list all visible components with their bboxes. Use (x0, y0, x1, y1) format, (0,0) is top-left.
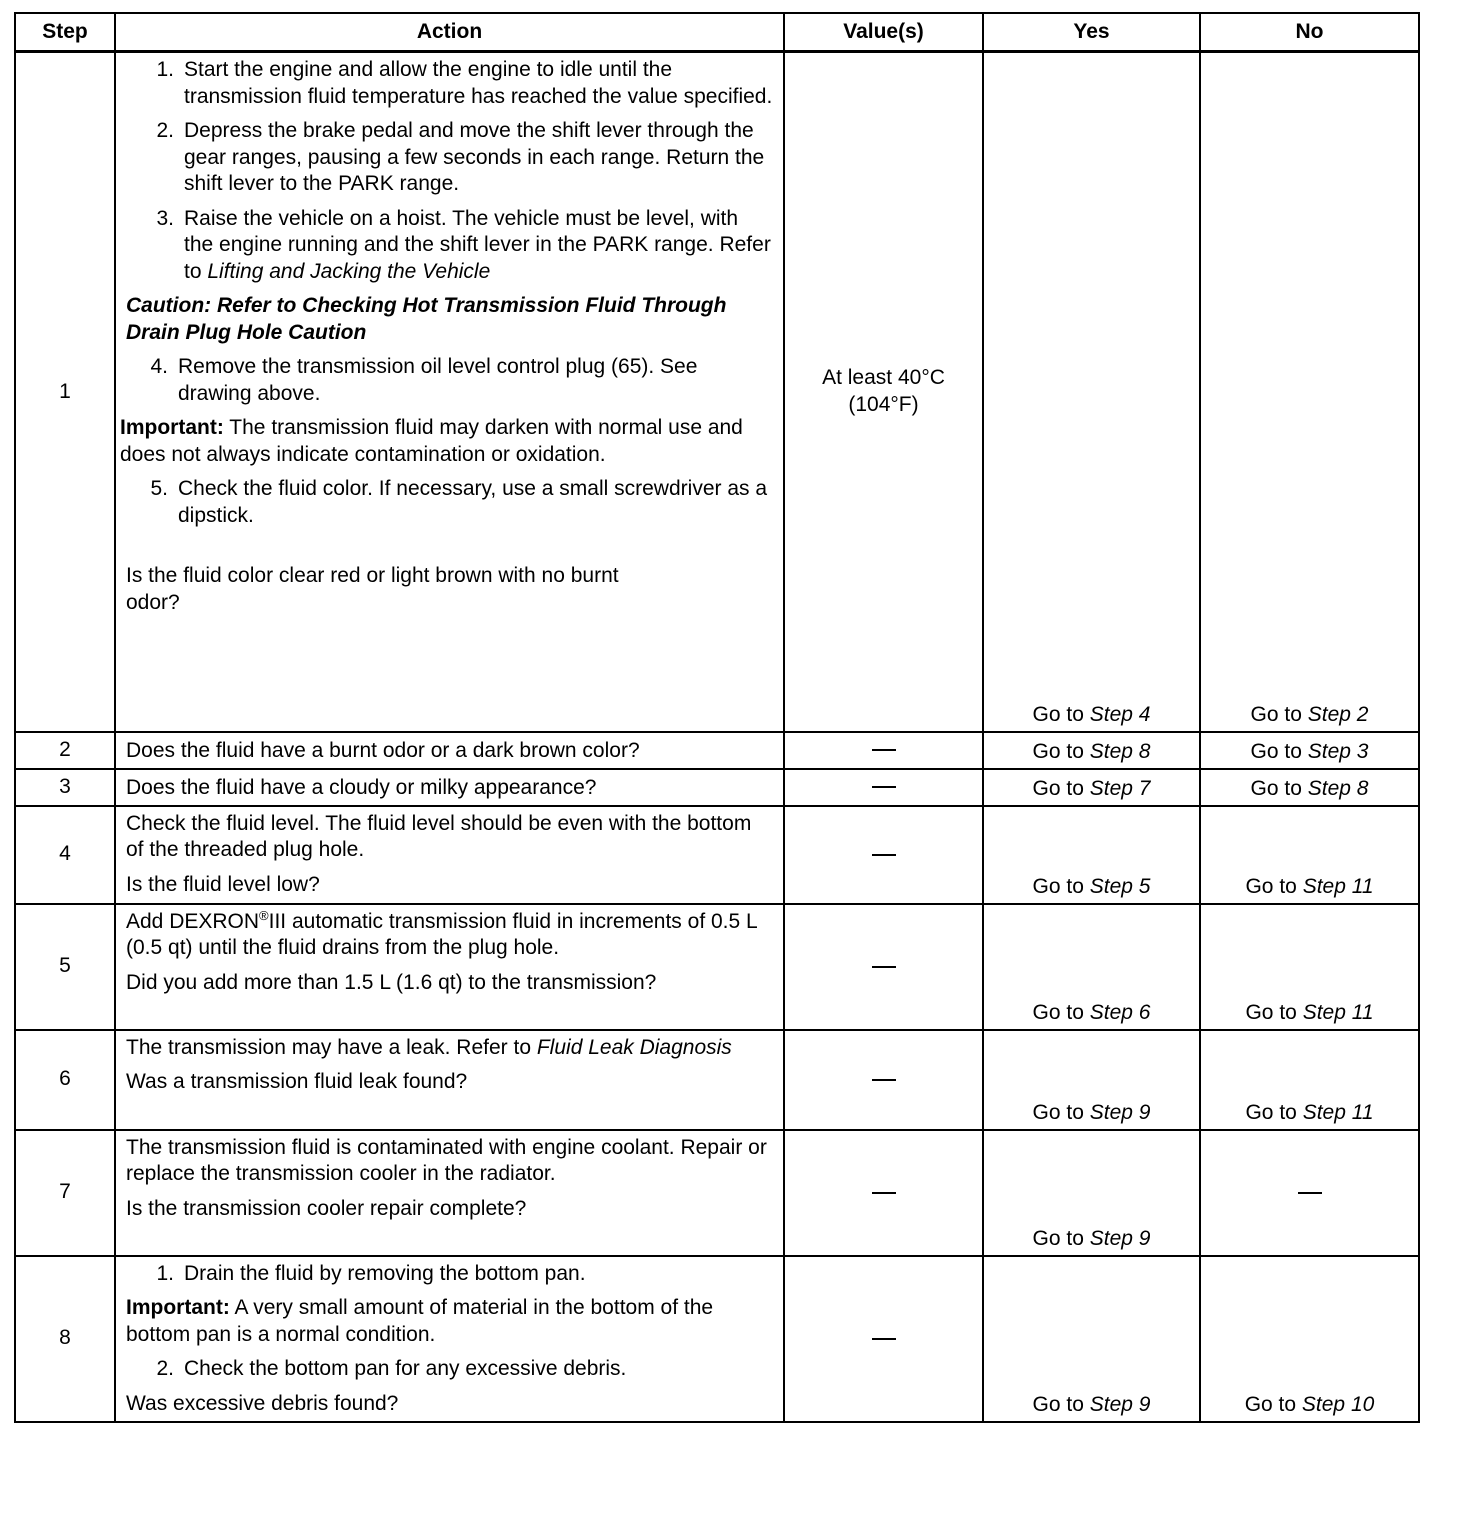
step-number: 6 (15, 1030, 115, 1130)
action-cell (115, 904, 784, 1030)
value-cell (784, 1256, 983, 1422)
no-cell (1200, 1130, 1419, 1256)
value-cell (784, 904, 983, 1030)
important-note: Important: A very small amount of material in the bottom of the bottom pan is a normal condition. (126, 1296, 714, 1346)
caution-note: Caution: Refer to Checking Hot Transmission Fluid Through Drain Plug Hole Caution (126, 294, 727, 344)
dash-mark (872, 966, 896, 968)
no-step-link[interactable]: Step 11 (1302, 1001, 1374, 1024)
important-note: Important: The transmission fluid may darken with normal use and does not always indicate contamination or oxidation. (120, 416, 743, 466)
question: Did you add more than 1.5 L (1.6 qt) to the transmission? (126, 970, 657, 994)
dash-mark (872, 854, 896, 856)
header-step: Step (15, 13, 115, 52)
table-row (15, 732, 1419, 769)
dash-mark (872, 1079, 896, 1081)
no-cell: Go to Step 8 (1200, 769, 1419, 806)
table-row (15, 769, 1419, 806)
table-row (15, 904, 1419, 1030)
question: Does the fluid have a cloudy or milky appearance? (126, 775, 597, 799)
no-step-link[interactable]: Step 11 (1302, 875, 1374, 898)
list-item: 1. Drain the fluid by removing the bottom pan. (156, 1261, 586, 1285)
question: Was excessive debris found? (126, 1391, 399, 1415)
value-cell (784, 806, 983, 904)
diagnostic-table (14, 12, 1420, 1423)
header-values: Value(s) (784, 13, 983, 52)
table-row (15, 1256, 1419, 1422)
list-item: 3. Raise the vehicle on a hoist. The vehicle must be level, with the engine running and the shift lever in the PARK range. Refer to Lifting and Jacking the Vehicle (156, 206, 771, 283)
value-cell (784, 1130, 983, 1256)
step-number: 5 (15, 904, 115, 1030)
header-yes: Yes (983, 13, 1200, 52)
action-cell (115, 52, 784, 732)
instruction: The transmission may have a leak. Refer to Fluid Leak Diagnosis (126, 1035, 732, 1059)
yes-cell: Go to Step 5 (983, 806, 1200, 904)
no-step-link[interactable]: Step 8 (1307, 777, 1369, 800)
action-cell (115, 806, 784, 904)
dash-mark (1298, 1192, 1322, 1194)
value-cell (784, 769, 983, 806)
instruction: The transmission fluid is contaminated with engine coolant. Repair or replace the transmission cooler in the radiator. (126, 1135, 767, 1185)
no-step-link[interactable]: Step 2 (1307, 703, 1369, 726)
question: Does the fluid have a burnt odor or a dark brown color? (126, 738, 640, 762)
value-cell (784, 1030, 983, 1130)
yes-cell: Go to Step 9 (983, 1130, 1200, 1256)
yes-step-link[interactable]: Step 5 (1089, 875, 1151, 898)
table-row (15, 1030, 1419, 1130)
yes-cell: Go to Step 9 (983, 1256, 1200, 1422)
dash-mark (872, 786, 896, 788)
question: Is the fluid color clear red or light brown with no burnt odor? (126, 564, 619, 614)
question: Is the transmission cooler repair complete? (126, 1196, 527, 1220)
yes-step-link[interactable]: Step 8 (1089, 740, 1151, 763)
no-cell: Go to Step 10 (1200, 1256, 1419, 1422)
yes-cell: Go to Step 8 (983, 732, 1200, 769)
no-step-link[interactable]: Step 10 (1301, 1393, 1375, 1416)
action-cell (115, 732, 784, 769)
yes-step-link[interactable]: Step 6 (1089, 1001, 1151, 1024)
step-number: 2 (15, 732, 115, 769)
yes-step-link[interactable]: Step 9 (1089, 1393, 1151, 1416)
list-item: 2. Check the bottom pan for any excessive debris. (156, 1357, 627, 1380)
step-number: 4 (15, 806, 115, 904)
no-cell: Go to Step 11 (1200, 904, 1419, 1030)
yes-step-link[interactable]: Step 4 (1089, 703, 1151, 726)
link-lifting-jacking[interactable]: Lifting and Jacking the Vehicle (207, 259, 491, 283)
value-cell: At least 40°C (104°F) (784, 52, 983, 732)
dash-mark (872, 1192, 896, 1194)
question: Was a transmission fluid leak found? (126, 1070, 468, 1093)
action-cell (115, 769, 784, 806)
value-cell (784, 732, 983, 769)
link-fluid-leak-diagnosis[interactable]: Fluid Leak Diagnosis (536, 1035, 732, 1059)
no-cell: Go to Step 11 (1200, 1030, 1419, 1130)
list-item: 4. Remove the transmission oil level control plug (65). See drawing above. (150, 355, 698, 405)
yes-cell: Go to Step 7 (983, 769, 1200, 806)
yes-step-link[interactable]: Step 9 (1089, 1101, 1151, 1124)
action-cell (115, 1256, 784, 1422)
step-number: 8 (15, 1256, 115, 1422)
header-action: Action (115, 13, 784, 52)
no-step-link[interactable]: Step 11 (1302, 1101, 1374, 1124)
table-row (15, 806, 1419, 904)
dash-mark (872, 749, 896, 751)
table-row (15, 1130, 1419, 1256)
step-number: 7 (15, 1130, 115, 1256)
yes-cell: Go to Step 9 (983, 1030, 1200, 1130)
instruction: Check the fluid level. The fluid level should be even with the bottom of the threaded plug hole. (126, 811, 752, 861)
question: Is the fluid level low? (126, 872, 320, 896)
no-cell: Go to Step 11 (1200, 806, 1419, 904)
action-cell (115, 1030, 784, 1130)
instruction: Add DEXRON®III automatic transmission fluid in increments of 0.5 L (0.5 qt) until the fluid drains from the plug hole. (126, 907, 757, 959)
step-number: 1 (15, 52, 115, 732)
no-cell: Go to Step 2 (1200, 52, 1419, 732)
list-item: 2. Depress the brake pedal and move the shift lever through the gear ranges, pausing a few seconds in each range. Return the shift lever to the PARK range. (156, 119, 765, 195)
list-item: 1. Start the engine and allow the engine to idle until the transmission fluid temperature has reached the value specified. (156, 58, 773, 108)
table-row (15, 52, 1419, 732)
header-row (15, 13, 1419, 52)
yes-step-link[interactable]: Step 7 (1089, 777, 1151, 800)
step-number: 3 (15, 769, 115, 806)
list-item: 5. Check the fluid color. If necessary, use a small screwdriver as a dipstick. (150, 477, 768, 527)
no-step-link[interactable]: Step 3 (1307, 740, 1369, 763)
action-cell (115, 1130, 784, 1256)
yes-step-link[interactable]: Step 9 (1089, 1227, 1151, 1250)
header-no: No (1200, 13, 1419, 52)
yes-cell: Go to Step 6 (983, 904, 1200, 1030)
dash-mark (872, 1338, 896, 1340)
no-cell: Go to Step 3 (1200, 732, 1419, 769)
yes-cell: Go to Step 4 (983, 52, 1200, 732)
